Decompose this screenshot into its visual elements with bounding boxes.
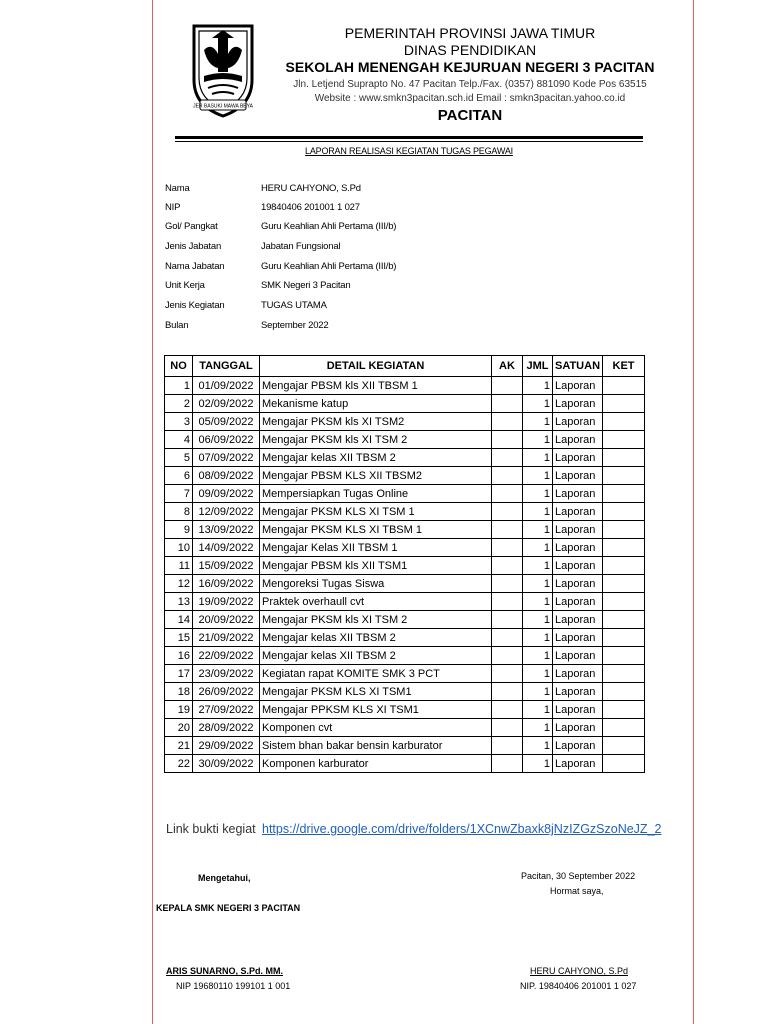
header-city: PACITAN	[437, 107, 503, 124]
cell-satuan: Laporan	[553, 665, 603, 683]
table-row	[165, 593, 645, 611]
col-header-ak: AK	[492, 356, 523, 377]
cell-no: 16	[165, 647, 193, 665]
table-row	[165, 737, 645, 755]
cell-no: 22	[165, 755, 193, 773]
cell-tanggal: 02/09/2022	[193, 395, 260, 413]
cell-ak	[492, 377, 523, 395]
cell-detail: Mekanisme katup	[260, 395, 492, 413]
cell-satuan: Laporan	[553, 755, 603, 773]
cell-jml: 1	[523, 557, 553, 575]
report-title: LAPORAN REALISASI KEGIATAN TUGAS PEGAWAI	[305, 146, 513, 156]
cell-ak	[492, 611, 523, 629]
cell-jml: 1	[523, 449, 553, 467]
header-divider-thick	[175, 136, 643, 139]
cell-no: 5	[165, 449, 193, 467]
left-sign-nip: NIP 19680110 199101 1 001	[176, 981, 291, 991]
header-department: DINAS PENDIDIKAN	[403, 42, 537, 58]
cell-tanggal: 29/09/2022	[193, 737, 260, 755]
cell-no: 19	[165, 701, 193, 719]
cell-jml: 1	[523, 575, 553, 593]
cell-ket	[603, 611, 645, 629]
info-label-nama-jabatan: Nama Jabatan	[165, 261, 225, 272]
table-row	[165, 431, 645, 449]
cell-ket	[603, 449, 645, 467]
cell-satuan: Laporan	[553, 431, 603, 449]
cell-satuan: Laporan	[553, 629, 603, 647]
cell-tanggal: 09/09/2022	[193, 485, 260, 503]
info-value-unit-kerja: SMK Negeri 3 Pacitan	[261, 280, 351, 291]
cell-no: 3	[165, 413, 193, 431]
table-row	[165, 557, 645, 575]
right-sign-place-date: Pacitan, 30 September 2022	[521, 871, 636, 881]
cell-ket	[603, 593, 645, 611]
cell-ket	[603, 737, 645, 755]
evidence-link[interactable]: https://drive.google.com/drive/folders/1XCnwZbaxk8jNzIZGzSzoNeJZ_2	[262, 822, 662, 836]
cell-ket	[603, 719, 645, 737]
cell-detail: Sistem bhan bakar bensin karburator	[260, 737, 492, 755]
cell-ket	[603, 629, 645, 647]
cell-satuan: Laporan	[553, 539, 603, 557]
cell-satuan: Laporan	[553, 395, 603, 413]
cell-tanggal: 08/09/2022	[193, 467, 260, 485]
col-header-no: NO	[165, 356, 193, 377]
cell-ak	[492, 647, 523, 665]
cell-satuan: Laporan	[553, 503, 603, 521]
cell-detail: Komponen karburator	[260, 755, 492, 773]
cell-ket	[603, 755, 645, 773]
table-row	[165, 521, 645, 539]
table-row	[165, 377, 645, 395]
cell-jml: 1	[523, 737, 553, 755]
cell-tanggal: 07/09/2022	[193, 449, 260, 467]
cell-detail: Mengajar PKSM KLS XI TSM1	[260, 683, 492, 701]
cell-ak	[492, 395, 523, 413]
table-row	[165, 665, 645, 683]
cell-tanggal: 14/09/2022	[193, 539, 260, 557]
cell-detail: Mengajar PKSM kls XI TSM 2	[260, 611, 492, 629]
cell-ket	[603, 683, 645, 701]
cell-no: 6	[165, 467, 193, 485]
cell-tanggal: 26/09/2022	[193, 683, 260, 701]
cell-tanggal: 23/09/2022	[193, 665, 260, 683]
cell-detail: Mengajar PKSM KLS XI TBSM 1	[260, 521, 492, 539]
cell-no: 1	[165, 377, 193, 395]
evidence-link-label: Link bukti kegiat	[166, 822, 256, 836]
cell-detail: Mengoreksi Tugas Siswa	[260, 575, 492, 593]
cell-ket	[603, 431, 645, 449]
cell-ak	[492, 575, 523, 593]
cell-detail: Mengajar Kelas XII TBSM 1	[260, 539, 492, 557]
cell-tanggal: 12/09/2022	[193, 503, 260, 521]
cell-tanggal: 01/09/2022	[193, 377, 260, 395]
cell-ket	[603, 701, 645, 719]
cell-no: 14	[165, 611, 193, 629]
cell-satuan: Laporan	[553, 413, 603, 431]
cell-jml: 1	[523, 701, 553, 719]
cell-no: 21	[165, 737, 193, 755]
table-row	[165, 503, 645, 521]
col-header-jml: JML	[523, 356, 553, 377]
info-label-unit-kerja: Unit Kerja	[165, 280, 205, 291]
cell-ak	[492, 737, 523, 755]
cell-satuan: Laporan	[553, 701, 603, 719]
cell-no: 13	[165, 593, 193, 611]
cell-ak	[492, 629, 523, 647]
col-header-tanggal: TANGGAL	[193, 356, 260, 377]
col-header-ket: KET	[603, 356, 645, 377]
cell-jml: 1	[523, 539, 553, 557]
cell-no: 7	[165, 485, 193, 503]
cell-no: 11	[165, 557, 193, 575]
cell-ak	[492, 413, 523, 431]
cell-ket	[603, 467, 645, 485]
info-value-jenis-jabatan: Jabatan Fungsional	[261, 241, 341, 252]
cell-satuan: Laporan	[553, 593, 603, 611]
cell-tanggal: 19/09/2022	[193, 593, 260, 611]
info-label-golongan: Gol/ Pangkat	[165, 221, 218, 232]
right-sign-nip: NIP. 19840406 201001 1 027	[520, 981, 637, 991]
cell-detail: Praktek overhaull cvt	[260, 593, 492, 611]
cell-detail: Mengajar PPKSM KLS XI TSM1	[260, 701, 492, 719]
col-header-satuan: SATUAN	[553, 356, 603, 377]
cell-ak	[492, 701, 523, 719]
table-row	[165, 719, 645, 737]
cell-detail: Mengajar PBSM KLS XII TBSM2	[260, 467, 492, 485]
cell-ket	[603, 557, 645, 575]
left-sign-title: KEPALA SMK NEGERI 3 PACITAN	[156, 903, 301, 913]
cell-jml: 1	[523, 719, 553, 737]
table-row	[165, 629, 645, 647]
cell-jml: 1	[523, 503, 553, 521]
cell-ak	[492, 683, 523, 701]
cell-detail: Mengajar PKSM KLS XI TSM 1	[260, 503, 492, 521]
cell-no: 10	[165, 539, 193, 557]
provincial-crest-logo	[190, 20, 256, 120]
table-row	[165, 701, 645, 719]
info-label-nip: NIP	[165, 202, 181, 213]
cell-no: 2	[165, 395, 193, 413]
cell-no: 18	[165, 683, 193, 701]
info-value-jenis-kegiatan: TUGAS UTAMA	[261, 300, 327, 311]
cell-jml: 1	[523, 521, 553, 539]
cell-no: 9	[165, 521, 193, 539]
table-row	[165, 485, 645, 503]
table-row	[165, 647, 645, 665]
cell-jml: 1	[523, 593, 553, 611]
cell-satuan: Laporan	[553, 575, 603, 593]
cell-detail: Mempersiapkan Tugas Online	[260, 485, 492, 503]
info-label-bulan: Bulan	[165, 320, 189, 331]
cell-jml: 1	[523, 413, 553, 431]
table-row	[165, 575, 645, 593]
cell-tanggal: 16/09/2022	[193, 575, 260, 593]
cell-tanggal: 22/09/2022	[193, 647, 260, 665]
table-row	[165, 449, 645, 467]
cell-satuan: Laporan	[553, 683, 603, 701]
cell-jml: 1	[523, 485, 553, 503]
cell-satuan: Laporan	[553, 449, 603, 467]
cell-ket	[603, 575, 645, 593]
table-row	[165, 611, 645, 629]
header-school-name: SEKOLAH MENENGAH KEJURUAN NEGERI 3 PACITAN	[285, 59, 655, 75]
cell-ak	[492, 557, 523, 575]
cell-ket	[603, 521, 645, 539]
cell-jml: 1	[523, 431, 553, 449]
cell-satuan: Laporan	[553, 557, 603, 575]
cell-satuan: Laporan	[553, 647, 603, 665]
header-province: PEMERINTAH PROVINSI JAWA TIMUR	[344, 25, 596, 41]
cell-jml: 1	[523, 467, 553, 485]
header-contact: Website : www.smkn3pacitan.sch.id Email : smkn3pacitan.yahoo.co.id	[314, 93, 626, 104]
cell-detail: Mengajar PBSM kls XII TSM1	[260, 557, 492, 575]
table-row	[165, 683, 645, 701]
cell-ak	[492, 593, 523, 611]
cell-ket	[603, 539, 645, 557]
cell-ak	[492, 539, 523, 557]
table-row	[165, 413, 645, 431]
cell-no: 15	[165, 629, 193, 647]
cell-tanggal: 06/09/2022	[193, 431, 260, 449]
cell-tanggal: 30/09/2022	[193, 755, 260, 773]
cell-ket	[603, 413, 645, 431]
cell-ket	[603, 485, 645, 503]
cell-ket	[603, 647, 645, 665]
header-address: Jln. Letjend Suprapto No. 47 Pacitan Telp./Fax. (0357) 881090 Kode Pos 63515	[293, 79, 647, 90]
cell-detail: Komponen cvt	[260, 719, 492, 737]
cell-satuan: Laporan	[553, 377, 603, 395]
table-row	[165, 755, 645, 773]
cell-detail: Mengajar PKSM kls XI TSM 2	[260, 431, 492, 449]
cell-satuan: Laporan	[553, 467, 603, 485]
cell-ak	[492, 431, 523, 449]
cell-tanggal: 13/09/2022	[193, 521, 260, 539]
cell-jml: 1	[523, 665, 553, 683]
cell-ak	[492, 449, 523, 467]
cell-satuan: Laporan	[553, 521, 603, 539]
header-divider-thin	[175, 141, 643, 142]
cell-no: 12	[165, 575, 193, 593]
table-header-row	[165, 356, 645, 377]
info-value-nip: 19840406 201001 1 027	[261, 202, 360, 213]
info-label-nama: Nama	[165, 183, 190, 194]
cell-satuan: Laporan	[553, 485, 603, 503]
info-value-nama: HERU CAHYONO, S.Pd	[261, 183, 361, 194]
cell-jml: 1	[523, 647, 553, 665]
activity-table-body	[165, 377, 645, 773]
cell-detail: Mengajar PKSM kls XI TSM2	[260, 413, 492, 431]
table-row	[165, 539, 645, 557]
left-sign-caption: Mengetahui,	[198, 873, 251, 883]
cell-ak	[492, 665, 523, 683]
cell-ak	[492, 521, 523, 539]
info-value-nama-jabatan: Guru Keahlian Ahli Pertama (III/b)	[261, 261, 397, 272]
info-value-bulan: September 2022	[261, 320, 329, 331]
cell-ak	[492, 719, 523, 737]
cell-jml: 1	[523, 629, 553, 647]
cell-satuan: Laporan	[553, 719, 603, 737]
cell-jml: 1	[523, 683, 553, 701]
cell-ket	[603, 377, 645, 395]
table-row	[165, 395, 645, 413]
right-sign-caption: Hormat saya,	[550, 886, 604, 896]
cell-ket	[603, 503, 645, 521]
logo-motto: JER BASUKI MAWA BEYA	[193, 103, 253, 110]
cell-ket	[603, 395, 645, 413]
cell-jml: 1	[523, 377, 553, 395]
cell-tanggal: 15/09/2022	[193, 557, 260, 575]
cell-jml: 1	[523, 611, 553, 629]
cell-detail: Kegiatan rapat KOMITE SMK 3 PCT	[260, 665, 492, 683]
table-row	[165, 467, 645, 485]
cell-ket	[603, 665, 645, 683]
cell-tanggal: 20/09/2022	[193, 611, 260, 629]
cell-satuan: Laporan	[553, 611, 603, 629]
col-header-detail: DETAIL KEGIATAN	[260, 356, 492, 377]
cell-no: 20	[165, 719, 193, 737]
cell-ak	[492, 485, 523, 503]
cell-tanggal: 05/09/2022	[193, 413, 260, 431]
right-sign-name: HERU CAHYONO, S.Pd	[530, 966, 629, 976]
cell-ak	[492, 467, 523, 485]
cell-jml: 1	[523, 755, 553, 773]
cell-no: 8	[165, 503, 193, 521]
info-value-golongan: Guru Keahlian Ahli Pertama (III/b)	[261, 221, 397, 232]
cell-no: 4	[165, 431, 193, 449]
cell-tanggal: 28/09/2022	[193, 719, 260, 737]
cell-jml: 1	[523, 395, 553, 413]
info-label-jenis-kegiatan: Jenis Kegiatan	[165, 300, 225, 311]
cell-tanggal: 21/09/2022	[193, 629, 260, 647]
cell-detail: Mengajar kelas XII TBSM 2	[260, 629, 492, 647]
cell-detail: Mengajar kelas XII TBSM 2	[260, 449, 492, 467]
cell-ak	[492, 503, 523, 521]
left-sign-name: ARIS SUNARNO, S.Pd. MM.	[166, 966, 284, 976]
cell-ak	[492, 755, 523, 773]
cell-detail: Mengajar kelas XII TBSM 2	[260, 647, 492, 665]
cell-tanggal: 27/09/2022	[193, 701, 260, 719]
activity-table	[164, 355, 645, 773]
info-label-jenis-jabatan: Jenis Jabatan	[165, 241, 222, 252]
cell-no: 17	[165, 665, 193, 683]
cell-satuan: Laporan	[553, 737, 603, 755]
cell-detail: Mengajar PBSM kls XII TBSM 1	[260, 377, 492, 395]
